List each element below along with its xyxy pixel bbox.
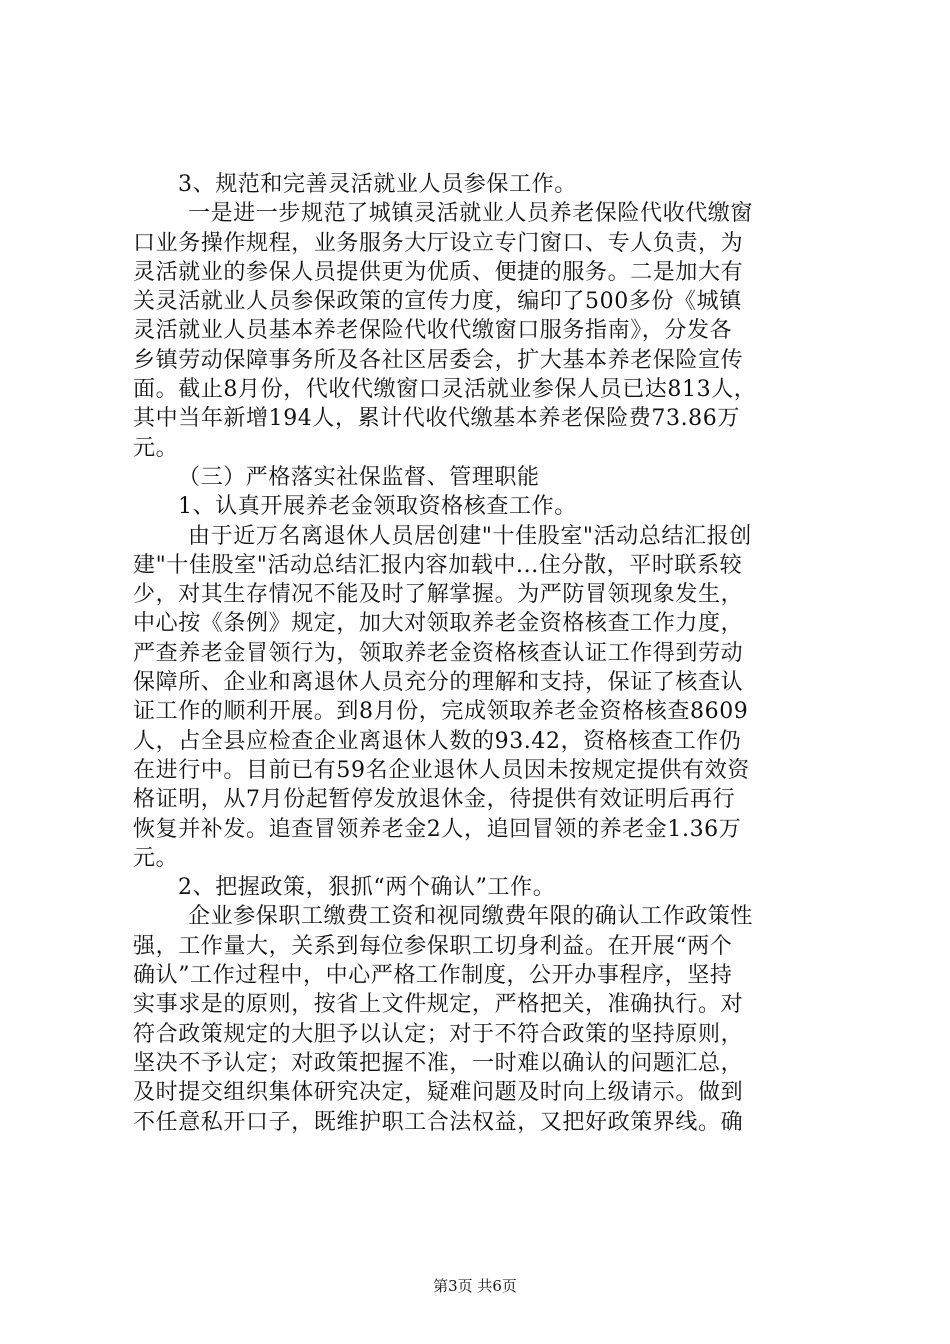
paragraph-line: 元。 [133,435,179,461]
paragraph-line: 灵活就业人员基本养老保险代收代缴窗口服务指南》，分发各 [133,318,733,344]
section-heading: 1、认真开展养老金领取资格核查工作。 [178,494,577,520]
paragraph-line: 关灵活就业人员参保政策的宣传力度，编印了500多份《城镇 [133,289,742,315]
paragraph-line: 实事求是的原则，按省上文件规定，严格把关，准确执行。对 [133,992,744,1018]
paragraph-line: 中心按《条例》规定，加大对领取养老金资格核查工作力度， [133,611,744,637]
document-body [133,170,823,1137]
paragraph-line: 少，对其生存情况不能及时了解掌握。为严防冒领现象发生， [133,582,744,608]
paragraph-line: 确认”工作过程中，中心严格工作制度，公开办事程序，坚持 [133,963,733,989]
paragraph-line: 恢复并补发。追查冒领养老金2人，追回冒领的养老金1.36万 [133,816,742,842]
paragraph-line: 口业务操作规程，业务服务大厅设立专门窗口、专人负责，为 [133,230,744,256]
paragraph-line: 严查养老金冒领行为，领取养老金资格核查认证工作得到劳动 [133,640,744,666]
paragraph-line: 格证明，从7月份起暂停发放退休金，待提供有效证明后再行 [133,787,736,813]
paragraph-line: 其中当年新增194人，累计代收代缴基本养老保险费73.86万 [133,406,740,432]
page-footer: 第3页 共6页 [433,1277,517,1295]
paragraph-line: 人，占全县应检查企业离退休人数的93.42，资格核查工作仍 [133,728,742,754]
paragraph-line: 由于近万名离退休人员居创建"十佳股室"活动总结汇报创 [188,523,752,549]
section-heading: 3、规范和完善灵活就业人员参保工作。 [178,172,577,197]
paragraph-line: 符合政策规定的大胆予以认定；对于不符合政策的坚持原则， [133,1021,744,1047]
paragraph-line: 强，工作量大，关系到每位参保职工切身利益。在开展“两个 [133,933,733,959]
paragraph-line: 元。 [133,845,179,871]
paragraph-line: 灵活就业的参保人员提供更为优质、便捷的服务。二是加大有 [133,259,744,285]
paragraph-line: 坚决不予认定；对政策把握不准，一时难以确认的问题汇总， [133,1050,744,1076]
paragraph-line: 及时提交组织集体研究决定，疑难问题及时向上级请示。做到 [133,1080,744,1106]
paragraph-line: 企业参保职工缴费工资和视同缴费年限的确认工作政策性 [188,904,754,930]
paragraph-line: 保障所、企业和离退休人员充分的理解和支持，保证了核查认 [133,670,744,696]
paragraph-line: 一是进一步规范了城镇灵活就业人员养老保险代收代缴窗 [188,201,754,227]
paragraph-line: 乡镇劳动保障事务所及各社区居委会，扩大基本养老保险宣传 [133,347,744,373]
section-heading: （三）严格落实社保监督、管理职能 [178,464,540,490]
paragraph-line: 在进行中。目前已有59名企业退休人员因未按规定提供有效资 [133,757,750,783]
paragraph-line: 面。截止8月份，代收代缴窗口灵活就业参保人员已达813人， [133,377,757,403]
section-heading: 2、把握政策，狠抓“两个确认”工作。 [178,875,556,901]
paragraph-line: 不任意私开口子，既维护职工合法权益，又把好政策界线。确 [133,1109,744,1135]
paragraph-line: 证工作的顺利开展。到8月份，完成领取养老金资格核查8609 [133,699,749,725]
paragraph-line: 建"十佳股室"活动总结汇报内容加载中...住分散，平时联系较 [133,552,743,578]
